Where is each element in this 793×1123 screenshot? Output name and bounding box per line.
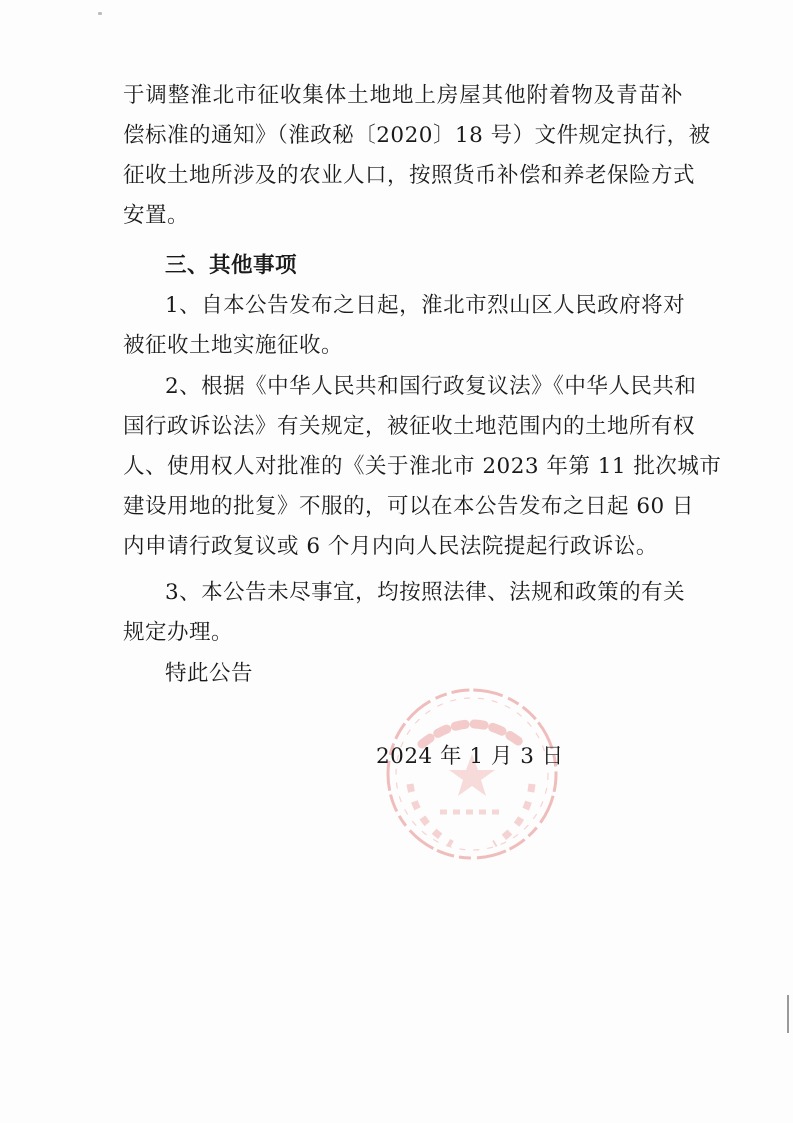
item-2-line: 人、使用权人对批准的《关于淮北市 2023 年第 11 批次城市 <box>123 454 722 479</box>
body-line: 于调整淮北市征收集体土地地上房屋其他附着物及青苗补 <box>123 83 683 108</box>
scan-artifact <box>98 12 102 15</box>
issue-date: 2024 年 1 月 3 日 <box>376 744 564 769</box>
item-2-line: 内申请行政复议或 6 个月内向人民法院提起行政诉讼。 <box>123 534 658 559</box>
scan-edge-mark <box>787 995 789 1033</box>
item-1-line: 被征收土地实施征收。 <box>123 333 344 358</box>
item-2-line: 建设用地的批复》不服的，可以在本公告发布之日起 60 日 <box>123 494 695 519</box>
item-3-line: 规定办理。 <box>123 620 234 645</box>
body-line: 征收土地所涉及的农业人口，按照货币补偿和养老保险方式 <box>123 163 696 188</box>
official-seal-icon <box>382 684 562 864</box>
item-1-line: 1、自本公告发布之日起，淮北市烈山区人民政府将对 <box>165 293 686 318</box>
item-2-line: 国行政诉讼法》有关规定，被征收土地范围内的土地所有权 <box>123 414 696 439</box>
body-line: 安置。 <box>123 203 190 228</box>
signoff: 特此公告 <box>165 661 254 686</box>
body-line: 偿标准的通知》（淮政秘〔2020〕18 号）文件规定执行，被 <box>123 123 711 148</box>
item-3-line: 3、本公告未尽事宜，均按照法律、法规和政策的有关 <box>165 580 686 605</box>
section-heading: 三、其他事项 <box>165 253 298 278</box>
item-2-line: 2、根据《中华人民共和国行政复议法》《中华人民共和 <box>165 374 697 399</box>
